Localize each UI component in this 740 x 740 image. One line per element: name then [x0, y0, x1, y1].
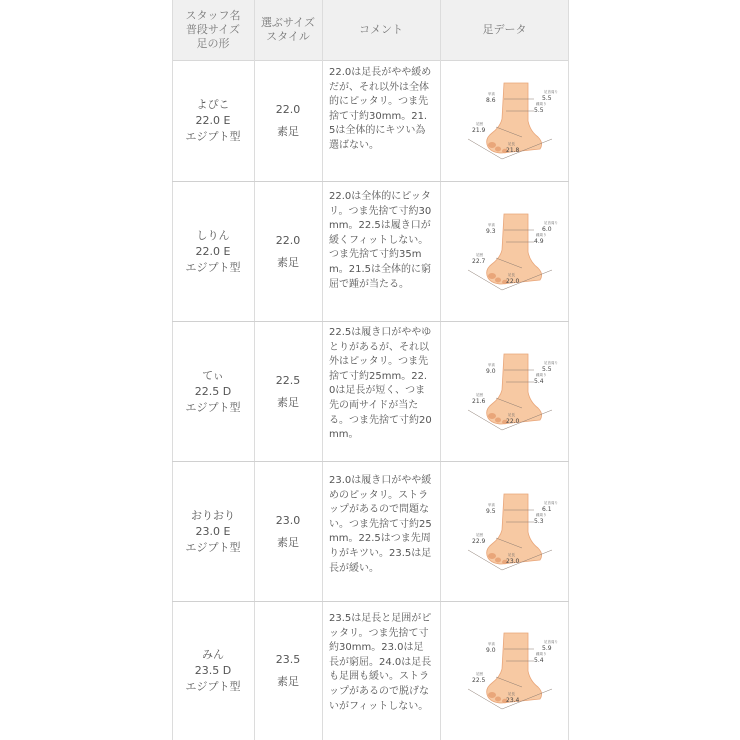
toe-shape [488, 413, 496, 419]
foot-shape-type: エジプト型 [185, 541, 241, 554]
chosen-size: 22.0 [275, 103, 301, 116]
instep-value: 9.0 [486, 647, 496, 654]
instep-value: 9.3 [486, 228, 496, 235]
girth-label: 足囲 [476, 393, 483, 397]
foot-shape-type: エジプト型 [185, 680, 241, 693]
foot-data-cell [462, 492, 562, 572]
toe-shape [495, 147, 501, 152]
staff-cell [172, 462, 254, 602]
chosen-size: 23.0 [275, 514, 301, 527]
staff-cell [172, 182, 254, 322]
girth-value: 22.7 [472, 258, 486, 265]
header-comment-label: コメント [359, 23, 403, 36]
ankle-value: 5.5 [542, 95, 552, 102]
comment-text: 22.0は全体的にピッタリ。つま先捨て寸約30mm。22.5は履き口が緩くフィットしない。つま先捨て寸約35mm。21.5は全体的に窮屈で踵が当たる。 [329, 191, 432, 290]
staff-name: みん [202, 648, 224, 661]
girth-label: 足囲 [476, 122, 483, 126]
length-label: 足長 [508, 692, 515, 696]
foot-shape-type: エジプト型 [185, 130, 241, 143]
usual-size: 22.0 E [195, 245, 231, 258]
girth-label: 足囲 [476, 253, 483, 257]
header-footdata [440, 0, 569, 60]
table-row [172, 322, 569, 462]
ankle-value: 6.1 [542, 506, 552, 513]
ankle-label: 足首周り [544, 640, 558, 644]
header-size [254, 0, 322, 60]
size-cell [254, 322, 322, 462]
foot-diagram [462, 492, 562, 572]
heel-value: 4.9 [534, 238, 544, 245]
toe-shape [495, 278, 501, 283]
foot-data-cell [462, 212, 562, 292]
foot-diagram [462, 631, 562, 711]
heel-value: 5.4 [534, 378, 544, 385]
ankle-value: 6.0 [542, 226, 552, 233]
toe-shape [488, 142, 496, 148]
staff-name: よぴこ [196, 98, 230, 111]
length-label: 足長 [508, 273, 515, 277]
header-staff-line: 足の形 [196, 37, 230, 50]
heel-label: 踵周り [536, 513, 547, 517]
style: 素足 [277, 536, 299, 549]
staff-cell [172, 602, 254, 740]
ankle-label: 足首周り [544, 221, 558, 225]
girth-value: 21.9 [472, 127, 486, 134]
staff-size-table [172, 0, 569, 740]
girth-value: 22.9 [472, 538, 486, 545]
ankle-label: 足首周り [544, 501, 558, 505]
usual-size: 22.5 D [194, 385, 232, 398]
instep-value: 9.0 [486, 368, 496, 375]
comment-text: 22.5は履き口がややゆとりがあるが、それ以外はピッタリ。つま先捨て寸約25mm。22.0は足長が短く、つま先の両サイドが当たる。つま先捨て寸約20mm。 [329, 327, 432, 441]
instep-label: 甲高 [488, 223, 495, 227]
heel-label: 踵周り [536, 233, 547, 237]
size-cell [254, 182, 322, 322]
toe-shape [488, 692, 496, 698]
foot-data-cell [462, 81, 562, 161]
style: 素足 [277, 256, 299, 269]
length-value: 22.0 [506, 278, 520, 285]
header-comment [322, 0, 440, 60]
foot-data-cell [462, 352, 562, 432]
length-value: 23.0 [506, 558, 520, 565]
instep-label: 甲高 [488, 92, 495, 96]
table-row [172, 462, 569, 602]
comment-text: 22.0は足長がやや緩めだが、それ以外は全体的にピッタリ。つま先捨て寸約30mm。21.5は全体的にキツい為選ばない。 [329, 67, 432, 151]
heel-label: 踵周り [536, 102, 547, 106]
size-cell [254, 60, 322, 182]
foot-diagram [462, 352, 562, 432]
length-value: 23.4 [506, 697, 520, 704]
heel-label: 踵周り [536, 373, 547, 377]
toe-shape [488, 553, 496, 559]
girth-value: 21.6 [472, 398, 486, 405]
table-row [172, 182, 569, 322]
instep-label: 甲高 [488, 363, 495, 367]
length-value: 21.8 [506, 147, 520, 154]
size-cell [254, 462, 322, 602]
table-row [172, 60, 569, 182]
header-size-line: 選ぶサイズ [260, 16, 316, 29]
length-label: 足長 [508, 553, 515, 557]
girth-label: 足囲 [476, 672, 483, 676]
heel-value: 5.3 [534, 518, 544, 525]
instep-value: 8.6 [486, 97, 496, 104]
header-staff [172, 0, 254, 60]
instep-value: 9.5 [486, 508, 496, 515]
header-staff-line: 普段サイズ [185, 23, 241, 36]
instep-label: 甲高 [488, 503, 495, 507]
comment-text: 23.5は足長と足囲がピッタリ。つま先捨て寸約30mm。23.0は足長が窮屈。24.0は足長も足囲も緩い。ストラップがあるので脱げないがフィットしない。 [329, 613, 432, 712]
header-footdata-label: 足データ [482, 23, 527, 36]
staff-name: しりん [196, 229, 230, 242]
chosen-size: 22.5 [275, 374, 301, 387]
foot-data-cell [462, 631, 562, 711]
girth-value: 22.5 [472, 677, 486, 684]
style: 素足 [277, 675, 299, 688]
ankle-label: 足首周り [544, 361, 558, 365]
foot-diagram [462, 81, 562, 161]
ankle-value: 5.5 [542, 366, 552, 373]
staff-cell [172, 322, 254, 462]
table-row [172, 602, 569, 740]
foot-shape-type: エジプト型 [185, 401, 241, 414]
toe-shape [495, 558, 501, 563]
header-staff-line: スタッフ名 [185, 9, 241, 22]
usual-size: 23.5 D [194, 664, 232, 677]
length-value: 22.0 [506, 418, 520, 425]
ankle-label: 足首周り [544, 90, 558, 94]
usual-size: 23.0 E [195, 525, 231, 538]
style: 素足 [277, 125, 299, 138]
header-size-line: スタイル [266, 30, 310, 43]
heel-value: 5.4 [534, 657, 544, 664]
ankle-value: 5.9 [542, 645, 552, 652]
toe-shape [495, 697, 501, 702]
usual-size: 22.0 E [195, 114, 231, 127]
size-cell [254, 602, 322, 740]
comment-text: 23.0は履き口がやや緩めのピッタリ。ストラップがあるので問題ない。つま先捨て寸約25mm。22.5はつま先周りがキツい。23.5は足長が緩い。 [329, 475, 432, 574]
foot-shape-type: エジプト型 [185, 261, 241, 274]
instep-label: 甲高 [488, 642, 495, 646]
heel-label: 踵周り [536, 652, 547, 656]
length-label: 足長 [508, 142, 515, 146]
staff-cell [172, 60, 254, 182]
heel-value: 5.5 [534, 107, 544, 114]
style: 素足 [277, 396, 299, 409]
chosen-size: 22.0 [275, 234, 301, 247]
staff-name: てぃ [202, 369, 224, 382]
staff-name: おりおり [191, 509, 235, 522]
toe-shape [495, 418, 501, 423]
foot-diagram [462, 212, 562, 292]
length-label: 足長 [508, 413, 515, 417]
toe-shape [488, 273, 496, 279]
table-header [172, 0, 569, 61]
chosen-size: 23.5 [275, 653, 301, 666]
girth-label: 足囲 [476, 533, 483, 537]
